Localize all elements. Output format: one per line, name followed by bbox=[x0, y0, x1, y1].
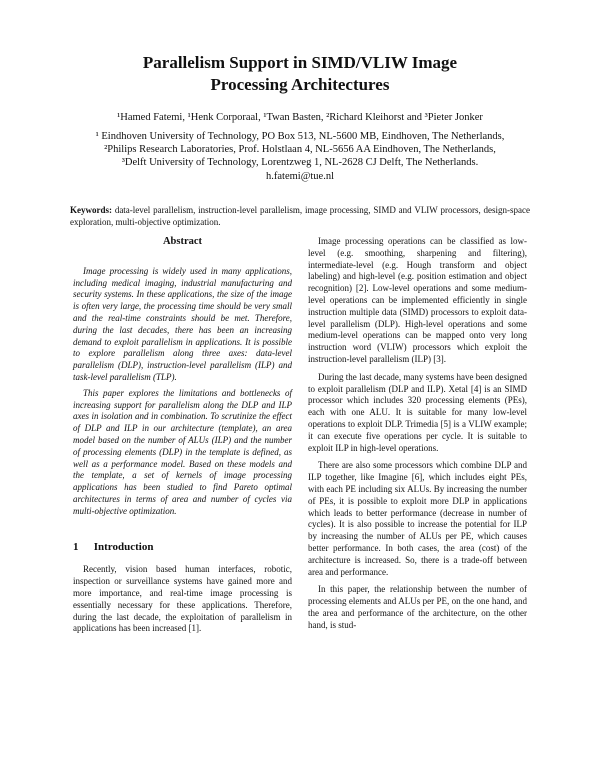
keywords-block bbox=[70, 204, 530, 228]
affiliation-2: ²Philips Research Laboratories, Prof. Holstlaan 4, NL-5656 AA Eindhoven, The Netherlands, bbox=[104, 144, 496, 156]
abstract-heading: Abstract bbox=[162, 236, 203, 247]
section-number: 1 bbox=[73, 540, 79, 553]
intro-paragraph: Recently, vision based human interfaces, robotic, inspection or surveillance systems have gained more and more importance, and real-time image processing is essentially necessary for these applications. Therefore, during the last decade, the exploitation of parallelism in applications has been increased [1]. bbox=[73, 564, 292, 634]
body-paragraph: Image processing operations can be classified as low-level (e.g. smoothing, sharpening and filtering), intermediate-level (e.g. Hough transform and object labeling) and high-level (e.g. position estimation and object recognition) [2]. Low-level operations and some medium-level operations can be implemented efficiently in single instruction multiple data (SIMD) processors to exploit data-level parallelism (DLP). High-level operations and some medium-level operations can be mapped onto very long instruction word (VLIW) processors which exploit the instruction-level parallelism (ILP) [3]. bbox=[308, 236, 527, 364]
abstract-paragraph: This paper explores the limitations and bottlenecks of increasing support for parallelism along the DLP and ILP axes in isolation and in combination. To scrutinize the effect of DLP and ILP in our architecture (template), an area model based on the number of ALUs (ILP) and the number of processing elements (DLP) in the template is defined, as well as a performance model. Based on these models and the template, a set of kernels of image processing applications has been studied to find Pareto optimal architectures in terms of area and number of cycles via multi-objective optimization. bbox=[73, 387, 292, 516]
body-paragraph: In this paper, the relationship between the number of processing elements and ALUs per PE, on the one hand, and the area and performance of the architecture, on the other hand, is stud- bbox=[308, 584, 527, 630]
right-column bbox=[308, 236, 527, 638]
paper-title bbox=[60, 52, 540, 96]
left-column bbox=[73, 236, 292, 641]
affiliation-1: ¹ Eindhoven University of Technology, PO Box 513, NL-5600 MB, Eindhoven, The Netherlands, bbox=[95, 131, 505, 142]
body-paragraph: There are also some processors which combine DLP and ILP together, like Imagine [6], which includes eight PEs, with each PE including six ALUs. By increasing the number of PEs, it is possible to exploit more DLP in applications which leads to better performance (decrease in number of cycles). It is also possible to increase the potential for ILP by increasing the number of ALUs per PE, which causes better performance. In both cases, the area (cost) of the architecture is increased. So, there is a trade-off between area and performance. bbox=[308, 460, 527, 577]
section-heading-introduction bbox=[73, 542, 292, 554]
keywords-text: data-level parallelism, instruction-level parallelism, image processing, SIMD and VLIW processors, design-space exploration, multi-objective optimization. bbox=[70, 205, 530, 227]
affiliations bbox=[40, 130, 560, 183]
title-line-2: Processing Architectures bbox=[210, 75, 390, 94]
keywords-label: Keywords: bbox=[70, 205, 112, 215]
author-list: ¹Hamed Fatemi, ¹Henk Corporaal, ¹Twan Basten, ²Richard Kleihorst and ³Pieter Jonker bbox=[117, 112, 483, 123]
section-title: Introduction bbox=[93, 540, 154, 553]
contact-email: h.fatemi@tue.nl bbox=[266, 170, 334, 182]
abstract-paragraph: Image processing is widely used in many applications, including medical imaging, industrial manufacturing and security systems. In these applications, the size of the image is often very large, the processing time should be very small and the real-time constraints should be met. Therefore, during the last decades, there has been an increasing demand to exploit parallelism in applications. It is possible to explore parallelism along three axes: data-level parallelism (DLP), instruction-level parallelism (ILP) and task-level parallelism (TLP). bbox=[73, 265, 292, 382]
body-paragraph: During the last decade, many systems have been designed to exploit parallelism (DLP and ILP). Xetal [4] is an SIMD processor which includes 320 processing elements (PEs), each with one ALU. It is suitable for many low-level operations to exploit DLP. Trimedia [5] is a VLIW example; it can execute five operations per cycle. It is suitable to exploit ILP in high-level operations. bbox=[308, 371, 527, 453]
title-line-1: Parallelism Support in SIMD/VLIW Image bbox=[142, 53, 458, 72]
affiliation-3: ³Delft University of Technology, Lorentzweg 1, NL-2628 CJ Delft, The Netherlands. bbox=[121, 157, 479, 169]
